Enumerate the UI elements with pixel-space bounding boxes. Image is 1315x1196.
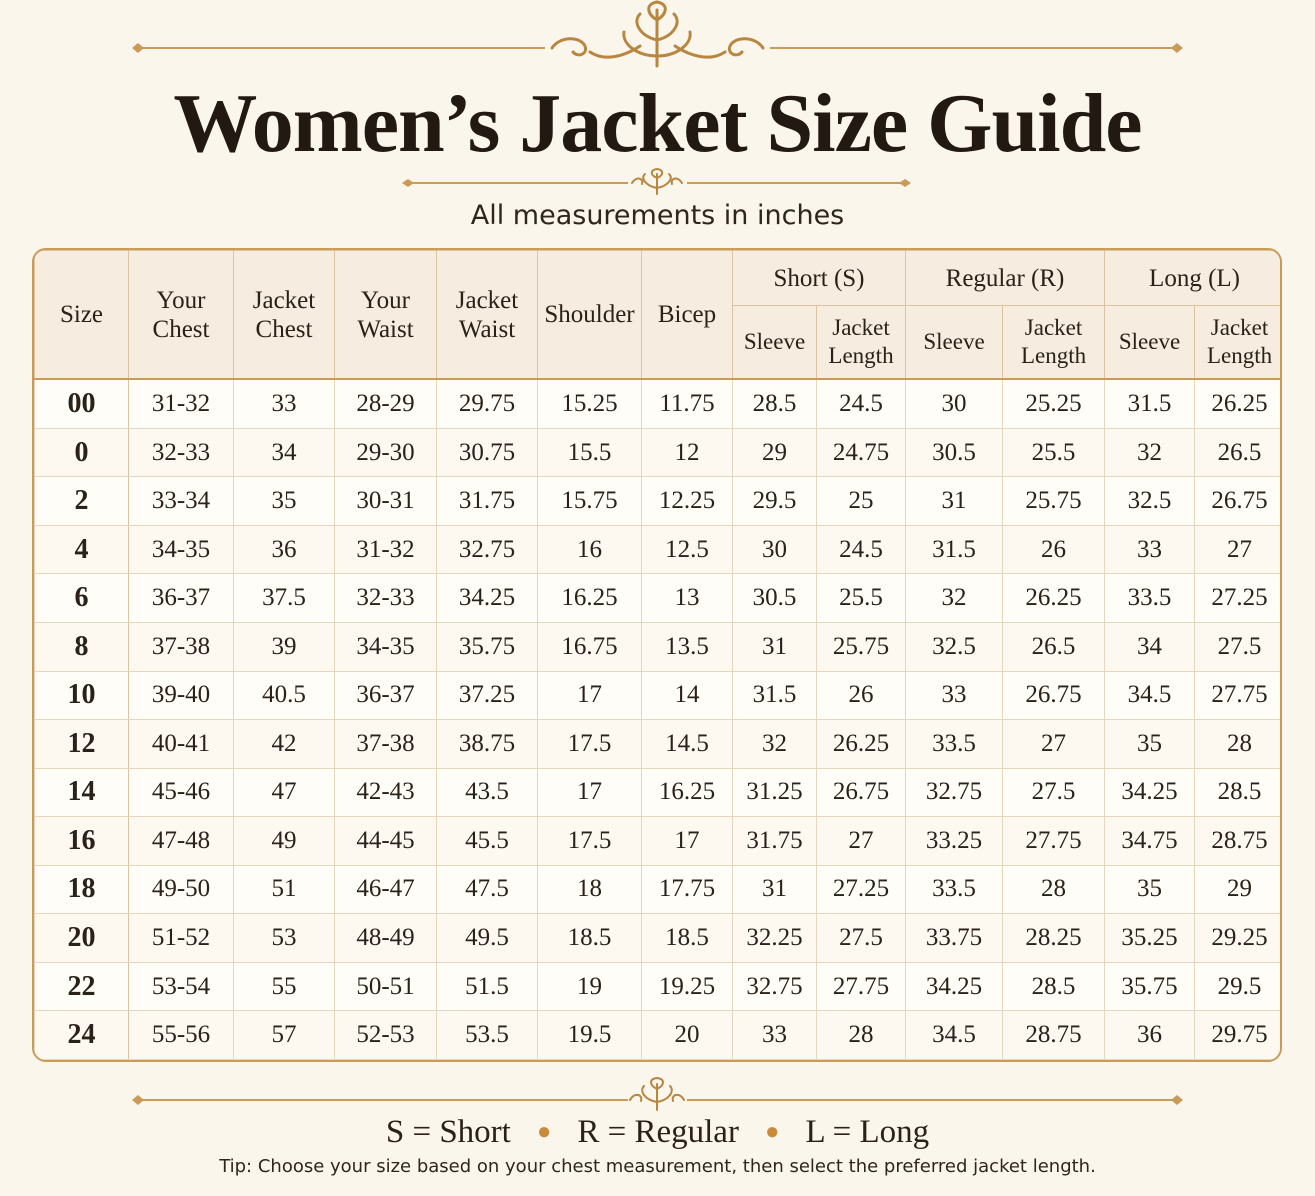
measurement-cell: 32.75 (437, 525, 538, 574)
measurement-cell: 26.75 (817, 768, 906, 817)
size-cell: 12 (35, 720, 129, 769)
measurement-cell: 51 (234, 865, 335, 914)
measurement-cell: 51.5 (437, 962, 538, 1011)
measurement-cell: 51-52 (129, 914, 234, 963)
length-legend (0, 1110, 1315, 1157)
size-cell: 8 (35, 622, 129, 671)
measurement-cell: 28.5 (733, 379, 817, 428)
measurement-cell: 27 (817, 817, 906, 866)
measurement-cell: 33 (733, 1011, 817, 1060)
legend-regular: R = Regular (577, 1114, 739, 1150)
measurement-cell: 16 (538, 525, 642, 574)
measurement-cell: 18.5 (538, 914, 642, 963)
table-row (35, 477, 1283, 526)
table-row (35, 671, 1283, 720)
measurement-cell: 55 (234, 962, 335, 1011)
measurement-cell: 29 (733, 428, 817, 477)
header-group-regular: Regular (R) (906, 251, 1105, 306)
measurement-cell: 32.25 (733, 914, 817, 963)
measurement-cell: 17.5 (538, 817, 642, 866)
measurement-cell: 34-35 (129, 525, 234, 574)
table-row (35, 720, 1283, 769)
measurement-cell: 29-30 (335, 428, 437, 477)
size-cell: 00 (35, 379, 129, 428)
measurement-cell: 39 (234, 622, 335, 671)
measurement-cell: 30.5 (733, 574, 817, 623)
measurement-cell: 28.5 (1195, 768, 1282, 817)
measurement-cell: 27.5 (1003, 768, 1105, 817)
measurement-cell: 28 (817, 1011, 906, 1060)
measurement-cell: 25.5 (1003, 428, 1105, 477)
measurement-cell: 27.25 (817, 865, 906, 914)
measurement-cell: 26.25 (817, 720, 906, 769)
table-row (35, 1011, 1283, 1060)
measurement-cell: 37.5 (234, 574, 335, 623)
size-cell: 20 (35, 914, 129, 963)
measurement-cell: 26 (817, 671, 906, 720)
measurement-cell: 45.5 (437, 817, 538, 866)
measurement-cell: 29 (1195, 865, 1282, 914)
table-row (35, 379, 1283, 428)
measurement-cell: 48-49 (335, 914, 437, 963)
measurement-cell: 17 (538, 671, 642, 720)
measurement-cell: 32.5 (1105, 477, 1195, 526)
top-flourish-ornament (0, 0, 1315, 80)
measurement-cell: 31-32 (335, 525, 437, 574)
measurement-cell: 42-43 (335, 768, 437, 817)
measurement-cell: 28 (1003, 865, 1105, 914)
measurement-cell: 31.25 (733, 768, 817, 817)
header-long-jacket-length: Jacket Length (1195, 306, 1282, 380)
measurement-cell: 32 (733, 720, 817, 769)
measurement-cell: 26 (1003, 525, 1105, 574)
title-divider-ornament (0, 168, 1315, 198)
measurement-cell: 47 (234, 768, 335, 817)
measurement-cell: 31.75 (733, 817, 817, 866)
size-cell: 18 (35, 865, 129, 914)
measurement-cell: 26.5 (1195, 428, 1282, 477)
measurement-cell: 25.75 (817, 622, 906, 671)
measurement-cell: 33.5 (1105, 574, 1195, 623)
measurement-cell: 47-48 (129, 817, 234, 866)
measurement-cell: 46-47 (335, 865, 437, 914)
tip-text: Tip: Choose your size based on your chest measurement, then select the preferred jacket length. (219, 1156, 1096, 1177)
measurement-cell: 13.5 (642, 622, 733, 671)
header-group-short: Short (S) (733, 251, 906, 306)
measurement-cell: 15.25 (538, 379, 642, 428)
header-bicep: Bicep (642, 251, 733, 380)
measurement-cell: 20 (642, 1011, 733, 1060)
measurement-cell: 36 (234, 525, 335, 574)
measurement-cell: 53-54 (129, 962, 234, 1011)
measurement-cell: 31.75 (437, 477, 538, 526)
measurement-cell: 27.75 (817, 962, 906, 1011)
measurement-cell: 19 (538, 962, 642, 1011)
header-group-long: Long (L) (1105, 251, 1282, 306)
measurement-cell: 44-45 (335, 817, 437, 866)
measurement-cell: 25.25 (1003, 379, 1105, 428)
measurement-cell: 52-53 (335, 1011, 437, 1060)
measurement-cell: 32-33 (335, 574, 437, 623)
measurement-cell: 31.5 (733, 671, 817, 720)
measurement-cell: 31-32 (129, 379, 234, 428)
measurement-cell: 55-56 (129, 1011, 234, 1060)
size-table (34, 250, 1282, 1060)
measurement-cell: 28.75 (1195, 817, 1282, 866)
size-cell: 6 (35, 574, 129, 623)
measurement-cell: 43.5 (437, 768, 538, 817)
measurement-cell: 11.75 (642, 379, 733, 428)
measurement-cell: 36 (1105, 1011, 1195, 1060)
measurement-cell: 14.5 (642, 720, 733, 769)
measurement-cell: 49.5 (437, 914, 538, 963)
measurement-cell: 57 (234, 1011, 335, 1060)
measurement-cell: 53.5 (437, 1011, 538, 1060)
measurement-cell: 33 (1105, 525, 1195, 574)
measurement-cell: 33.5 (906, 720, 1003, 769)
measurement-cell: 28.25 (1003, 914, 1105, 963)
measurement-cell: 34.5 (1105, 671, 1195, 720)
size-cell: 24 (35, 1011, 129, 1060)
measurement-cell: 32 (1105, 428, 1195, 477)
measurement-cell: 27.25 (1195, 574, 1282, 623)
legend-separator-dot: ● (536, 1119, 552, 1145)
measurement-cell: 35 (234, 477, 335, 526)
table-row (35, 768, 1283, 817)
header-size: Size (35, 251, 129, 380)
page-subtitle: All measurements in inches (470, 200, 845, 231)
measurement-cell: 25.5 (817, 574, 906, 623)
measurement-cell: 33.25 (906, 817, 1003, 866)
header-jacket-waist: Jacket Waist (437, 251, 538, 380)
measurement-cell: 14 (642, 671, 733, 720)
measurement-cell: 29.75 (1195, 1011, 1282, 1060)
measurement-cell: 33-34 (129, 477, 234, 526)
measurement-cell: 49-50 (129, 865, 234, 914)
header-your-chest: Your Chest (129, 251, 234, 380)
measurement-cell: 28-29 (335, 379, 437, 428)
measurement-cell: 27.5 (817, 914, 906, 963)
measurement-cell: 37.25 (437, 671, 538, 720)
measurement-cell: 40-41 (129, 720, 234, 769)
measurement-cell: 27 (1003, 720, 1105, 769)
measurement-cell: 35.75 (437, 622, 538, 671)
measurement-cell: 32 (906, 574, 1003, 623)
size-cell: 22 (35, 962, 129, 1011)
measurement-cell: 31.5 (1105, 379, 1195, 428)
measurement-cell: 34.25 (1105, 768, 1195, 817)
measurement-cell: 42 (234, 720, 335, 769)
measurement-cell: 30-31 (335, 477, 437, 526)
measurement-cell: 17 (642, 817, 733, 866)
measurement-cell: 33.5 (906, 865, 1003, 914)
measurement-cell: 37-38 (129, 622, 234, 671)
measurement-cell: 30 (906, 379, 1003, 428)
measurement-cell: 34.25 (437, 574, 538, 623)
table-header (35, 251, 1283, 380)
measurement-cell: 24.5 (817, 379, 906, 428)
measurement-cell: 29.75 (437, 379, 538, 428)
measurement-cell: 28 (1195, 720, 1282, 769)
measurement-cell: 19.5 (538, 1011, 642, 1060)
measurement-cell: 12.5 (642, 525, 733, 574)
header-regular-sleeve: Sleeve (906, 306, 1003, 380)
measurement-cell: 19.25 (642, 962, 733, 1011)
measurement-cell: 15.5 (538, 428, 642, 477)
measurement-cell: 24.75 (817, 428, 906, 477)
measurement-cell: 36-37 (335, 671, 437, 720)
measurement-cell: 32.5 (906, 622, 1003, 671)
measurement-cell: 39-40 (129, 671, 234, 720)
measurement-cell: 12.25 (642, 477, 733, 526)
table-row (35, 622, 1283, 671)
page-title: Women’s Jacket Size Guide (173, 77, 1142, 170)
size-cell: 4 (35, 525, 129, 574)
measurement-cell: 17.5 (538, 720, 642, 769)
measurement-cell: 31 (906, 477, 1003, 526)
table-row (35, 914, 1283, 963)
measurement-cell: 53 (234, 914, 335, 963)
measurement-cell: 17.75 (642, 865, 733, 914)
header-shoulder: Shoulder (538, 251, 642, 380)
bottom-flourish-ornament (0, 1076, 1315, 1112)
measurement-cell: 24.5 (817, 525, 906, 574)
measurement-cell: 34 (1105, 622, 1195, 671)
measurement-cell: 27.5 (1195, 622, 1282, 671)
measurement-cell: 25.75 (1003, 477, 1105, 526)
measurement-cell: 26.25 (1003, 574, 1105, 623)
measurement-cell: 35.75 (1105, 962, 1195, 1011)
measurement-cell: 30.5 (906, 428, 1003, 477)
measurement-cell: 16.25 (538, 574, 642, 623)
measurement-cell: 25 (817, 477, 906, 526)
measurement-cell: 31.5 (906, 525, 1003, 574)
size-cell: 2 (35, 477, 129, 526)
measurement-cell: 26.25 (1195, 379, 1282, 428)
measurement-cell: 36-37 (129, 574, 234, 623)
measurement-cell: 50-51 (335, 962, 437, 1011)
size-cell: 14 (35, 768, 129, 817)
measurement-cell: 35 (1105, 720, 1195, 769)
measurement-cell: 27 (1195, 525, 1282, 574)
measurement-cell: 16.25 (642, 768, 733, 817)
size-cell: 10 (35, 671, 129, 720)
measurement-cell: 26.5 (1003, 622, 1105, 671)
measurement-cell: 29.5 (733, 477, 817, 526)
table-row (35, 428, 1283, 477)
measurement-cell: 35.25 (1105, 914, 1195, 963)
measurement-cell: 37-38 (335, 720, 437, 769)
measurement-cell: 40.5 (234, 671, 335, 720)
measurement-cell: 35 (1105, 865, 1195, 914)
measurement-cell: 29.25 (1195, 914, 1282, 963)
measurement-cell: 26.75 (1003, 671, 1105, 720)
measurement-cell: 30.75 (437, 428, 538, 477)
measurement-cell: 17 (538, 768, 642, 817)
measurement-cell: 30 (733, 525, 817, 574)
table-row (35, 817, 1283, 866)
measurement-cell: 29.5 (1195, 962, 1282, 1011)
table-row (35, 962, 1283, 1011)
table-row (35, 865, 1283, 914)
measurement-cell: 12 (642, 428, 733, 477)
measurement-cell: 28.75 (1003, 1011, 1105, 1060)
size-cell: 16 (35, 817, 129, 866)
legend-long: L = Long (805, 1114, 930, 1150)
size-table-container (32, 248, 1282, 1062)
table-body (35, 379, 1283, 1060)
measurement-cell: 34.75 (1105, 817, 1195, 866)
measurement-cell: 45-46 (129, 768, 234, 817)
header-long-sleeve: Sleeve (1105, 306, 1195, 380)
measurement-cell: 32.75 (906, 768, 1003, 817)
header-your-waist: Your Waist (335, 251, 437, 380)
measurement-cell: 13 (642, 574, 733, 623)
measurement-cell: 31 (733, 865, 817, 914)
measurement-cell: 34.5 (906, 1011, 1003, 1060)
measurement-cell: 32.75 (733, 962, 817, 1011)
measurement-cell: 34 (234, 428, 335, 477)
measurement-cell: 47.5 (437, 865, 538, 914)
measurement-cell: 33.75 (906, 914, 1003, 963)
measurement-cell: 33 (234, 379, 335, 428)
size-cell: 0 (35, 428, 129, 477)
measurement-cell: 32-33 (129, 428, 234, 477)
measurement-cell: 18.5 (642, 914, 733, 963)
table-row (35, 574, 1283, 623)
measurement-cell: 49 (234, 817, 335, 866)
measurement-cell: 34-35 (335, 622, 437, 671)
measurement-cell: 38.75 (437, 720, 538, 769)
header-short-sleeve: Sleeve (733, 306, 817, 380)
measurement-cell: 28.5 (1003, 962, 1105, 1011)
header-regular-jacket-length: Jacket Length (1003, 306, 1105, 380)
table-row (35, 525, 1283, 574)
measurement-cell: 34.25 (906, 962, 1003, 1011)
legend-separator-dot: ● (764, 1119, 780, 1145)
measurement-cell: 18 (538, 865, 642, 914)
measurement-cell: 27.75 (1195, 671, 1282, 720)
measurement-cell: 26.75 (1195, 477, 1282, 526)
header-short-jacket-length: Jacket Length (817, 306, 906, 380)
legend-short: S = Short (385, 1114, 511, 1150)
measurement-cell: 16.75 (538, 622, 642, 671)
header-jacket-chest: Jacket Chest (234, 251, 335, 380)
measurement-cell: 33 (906, 671, 1003, 720)
measurement-cell: 27.75 (1003, 817, 1105, 866)
measurement-cell: 31 (733, 622, 817, 671)
measurement-cell: 15.75 (538, 477, 642, 526)
